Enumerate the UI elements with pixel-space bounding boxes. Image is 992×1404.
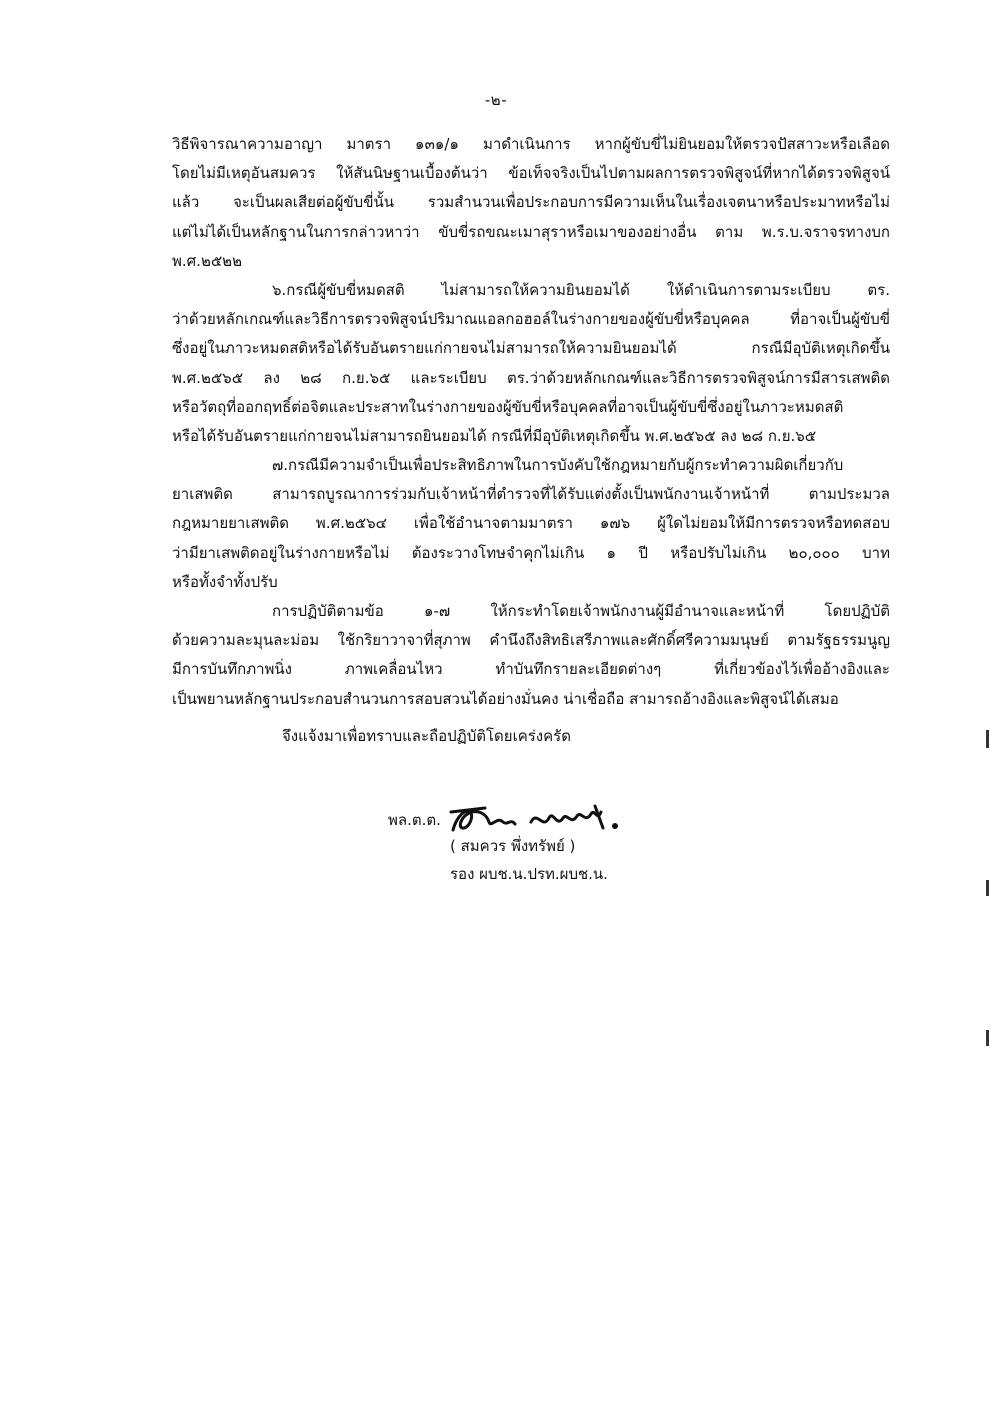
text-line: พ.ศ.๒๕๒๒ — [172, 251, 242, 270]
text-line: มีการบันทึกภาพนิ่ง ภาพเคลื่อนไหว ทำบันทึกรายละเอียดต่างๆ ที่เกี่ยวข้องไว้เพื่ออ้างอิงและ — [172, 660, 890, 679]
spacer — [172, 714, 890, 722]
signatory-name: ( สมควร พึ่งทรัพย์ ) — [450, 837, 576, 855]
paragraph-conduct — [172, 597, 890, 714]
text-line: โดยไม่มีเหตุอันสมควร ให้สันนิษฐานเบื้องต้นว่า ข้อเท็จจริงเป็นไปตามผลการตรวจพิสูจน์ที่หากได้ตรวจพิสูจน์ — [172, 164, 890, 183]
text-line: กฎหมายยาเสพติด พ.ศ.๒๕๖๔ เพื่อใช้อำนาจตามมาตรา ๑๗๖ ผู้ใดไม่ยอมให้มีการตรวจหรือทดสอบ — [172, 514, 890, 533]
signatory-rank: พล.ต.ต. — [388, 811, 441, 829]
text-line: ยาเสพติด สามารถบูรณาการร่วมกับเจ้าหน้าที่ตำรวจที่ได้รับแต่งตั้งเป็นพนักงานเจ้าหน้าที่ ตามประมวล — [172, 485, 890, 504]
scan-edge-mark — [986, 1030, 989, 1046]
paragraph-item-6 — [172, 276, 890, 451]
text-line: การปฏิบัติตามข้อ ๑-๗ ให้กระทำโดยเจ้าพนักงานผู้มีอำนาจและหน้าที่ โดยปฏิบัติ — [272, 602, 890, 620]
scan-edge-mark — [986, 730, 989, 748]
text-line: หรือทั้งจำทั้งปรับ — [172, 572, 278, 591]
paragraph-continuation — [172, 130, 890, 276]
text-line: หรือวัตถุที่ออกฤทธิ์ต่อจิตและประสาทในร่างกายของผู้ขับขี่หรือบุคคลที่อาจเป็นผู้ขับขี่ซึ่งอยู่ในภาวะหมดสติ — [172, 397, 844, 416]
paragraph-item-7 — [172, 451, 890, 597]
text-line: ซึ่งอยู่ในภาวะหมดสติหรือได้รับอันตรายแก่กายจนไม่สามารถให้ความยินยอมได้ กรณีมีอุบัติเหตุเกิดขึ้น — [172, 339, 890, 358]
scan-edge-mark — [986, 880, 989, 896]
closing-line: จึงแจ้งมาเพื่อทราบและถือปฏิบัติโดยเคร่งครัด — [282, 726, 571, 745]
text-line: ว่ามียาเสพติดอยู่ในร่างกายหรือไม่ ต้องระวางโทษจำคุกไม่เกิน ๑ ปี หรือปรับไม่เกิน ๒๐,๐๐๐ บาท — [172, 543, 890, 562]
text-line: แล้ว จะเป็นผลเสียต่อผู้ขับขี่นั้น รวมสำนวนเพื่อประกอบการมีความเห็นในเรื่องเจตนาหรือประมาทหรือไม่ — [172, 193, 890, 212]
signatory-position: รอง ผบช.น.ปรท.ผบช.น. — [450, 865, 608, 883]
text-line: ๗.กรณีมีความจำเป็นเพื่อประสิทธิภาพในการบังคับใช้กฎหมายกับผู้กระทำความผิดเกี่ยวกับ — [272, 456, 844, 475]
page-number: -๒- — [484, 91, 508, 109]
text-line: วิธีพิจารณาความอาญา มาตรา ๑๓๑/๑ มาดำเนินการ หากผู้ขับขี่ไม่ยินยอมให้ตรวจปัสสาวะหรือเลือด — [172, 135, 890, 153]
text-line: ๖.กรณีผู้ขับขี่หมดสติ ไม่สามารถให้ความยินยอมได้ ให้ดำเนินการตามระเบียบ ตร. — [272, 280, 890, 299]
text-line: เป็นพยานหลักฐานประกอบสำนวนการสอบสวนได้อย่างมั่นคง น่าเชื่อถือ สามารถอ้างอิงและพิสูจน์ได้เสมอ — [172, 689, 839, 708]
text-line: ด้วยความละมุนละม่อม ใช้กริยาวาจาที่สุภาพ คำนึงถึงสิทธิเสรีภาพและศักดิ์ศรีความมนุษย์ ตามรัฐธรรมนูญ — [172, 631, 890, 650]
document-body — [172, 130, 890, 751]
text-line: ว่าด้วยหลักเกณฑ์และวิธีการตรวจพิสูจน์ปริมาณแอลกอฮอล์ในร่างกายของผู้ขับขี่หรือบุคคล ที่อาจเป็นผู้ขับขี่ — [172, 310, 890, 329]
text-line: พ.ศ.๒๕๖๕ ลง ๒๘ ก.ย.๖๕ และระเบียบ ตร.ว่าด้วยหลักเกณฑ์และวิธีการตรวจพิสูจน์การมีสารเสพติด — [172, 368, 890, 387]
text-line: หรือได้รับอันตรายแก่กายจนไม่สามารถยินยอมได้ กรณีที่มีอุบัติเหตุเกิดขึ้น พ.ศ.๒๕๖๕ ลง ๒๘ ก.ย.๖๕ — [172, 426, 817, 445]
text-line: แต่ไม่ได้เป็นหลักฐานในการกล่าวหาว่า ขับขี่รถขณะเมาสุราหรือเมาของอย่างอื่น ตาม พ.ร.บ.จราจรทางบก — [172, 222, 890, 241]
